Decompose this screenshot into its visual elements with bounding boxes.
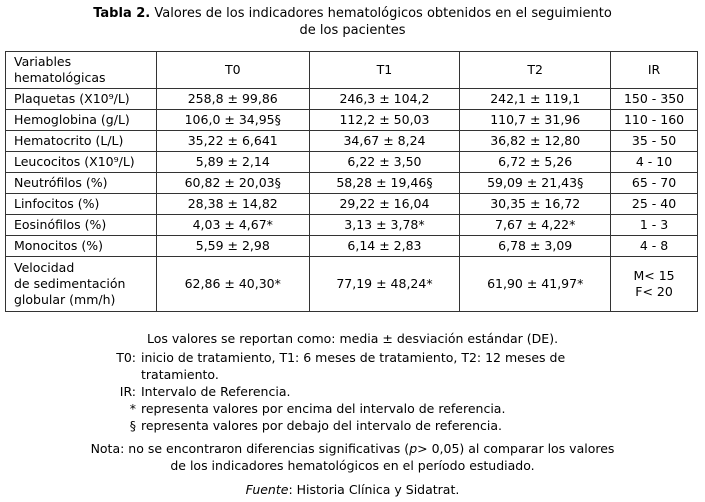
- table-row-vsg: [6, 257, 698, 312]
- vsg-ir: [611, 257, 698, 312]
- row-ir: 1 - 3: [611, 215, 698, 236]
- header-variables-line-1: Variables: [14, 54, 72, 69]
- row-t2: 30,35 ± 16,72: [460, 194, 611, 215]
- significance-note-line-1: [0, 440, 705, 457]
- row-variable: Leucocitos (X10⁹/L): [6, 152, 157, 173]
- note-p: p: [409, 441, 418, 456]
- row-ir: 4 - 8: [611, 236, 698, 257]
- note-prefix: Nota: no se encontraron diferencias significativas (: [90, 441, 410, 456]
- table-row: [6, 194, 698, 215]
- row-t0: 5,59 ± 2,98: [156, 236, 309, 257]
- abbreviation-key: §: [129, 418, 136, 433]
- row-t1: 112,2 ± 50,03: [309, 110, 460, 131]
- row-t1: 34,67 ± 8,24: [309, 131, 460, 152]
- vsg-t0: 62,86 ± 40,30*: [156, 257, 309, 312]
- vsg-name-line-3: globular (mm/h): [14, 292, 116, 307]
- row-t2: 7,67 ± 4,22*: [460, 215, 611, 236]
- table-row: [6, 89, 698, 110]
- caption-line-1: [0, 5, 705, 22]
- report-note: Los valores se reportan como: media ± desviación estándar (DE).: [146, 331, 559, 346]
- row-variable: Hemoglobina (g/L): [6, 110, 157, 131]
- row-t2: 6,78 ± 3,09: [460, 236, 611, 257]
- row-ir: 65 - 70: [611, 173, 698, 194]
- caption-text-2: de los pacientes: [299, 23, 406, 38]
- caption-text-1: Valores de los indicadores hematológicos obtenidos en el seguimiento: [154, 6, 612, 21]
- source-label: Fuente: [245, 482, 289, 497]
- abbreviation-key: T0:: [116, 350, 136, 365]
- row-ir: 110 - 160: [611, 110, 698, 131]
- row-t1: 6,14 ± 2,83: [309, 236, 460, 257]
- row-variable: Hematocrito (L/L): [6, 131, 157, 152]
- header-t0: T0: [156, 52, 309, 89]
- row-t0: 258,8 ± 99,86: [156, 89, 309, 110]
- row-ir: 4 - 10: [611, 152, 698, 173]
- vsg-t1: 77,19 ± 48,24*: [309, 257, 460, 312]
- row-t1: 6,22 ± 3,50: [309, 152, 460, 173]
- abbreviation-text: Intervalo de Referencia.: [141, 384, 291, 399]
- row-t0: 28,38 ± 14,82: [156, 194, 309, 215]
- header-variables: [6, 52, 157, 89]
- table-row: [6, 236, 698, 257]
- caption-label: Tabla 2.: [93, 6, 151, 21]
- source-line: [0, 481, 705, 498]
- abbreviation-text: representa valores por encima del intervalo de referencia.: [141, 401, 506, 416]
- row-t2: 242,1 ± 119,1: [460, 89, 611, 110]
- row-t1: 3,13 ± 3,78*: [309, 215, 460, 236]
- abbreviation-key: IR:: [119, 384, 136, 399]
- row-variable: Monocitos (%): [6, 236, 157, 257]
- table-row: [6, 173, 698, 194]
- abbreviation-item: [106, 349, 581, 383]
- row-t0: 35,22 ± 6,641: [156, 131, 309, 152]
- table-row: [6, 131, 698, 152]
- row-ir: 150 - 350: [611, 89, 698, 110]
- vsg-name-line-2: de sedimentación: [14, 276, 126, 291]
- note-mid: > 0,05) al comparar los valores: [417, 441, 615, 456]
- source-text: : Historia Clínica y Sidatrat.: [288, 482, 460, 497]
- header-t1: T1: [309, 52, 460, 89]
- row-t1: 29,22 ± 16,04: [309, 194, 460, 215]
- row-t1: 246,3 ± 104,2: [309, 89, 460, 110]
- vsg-t2: 61,90 ± 41,97*: [460, 257, 611, 312]
- abbreviation-text: inicio de tratamiento, T1: 6 meses de tratamiento, T2: 12 meses de tratamiento.: [141, 350, 566, 382]
- significance-note: [0, 440, 705, 474]
- table-row: [6, 215, 698, 236]
- vsg-name-line-1: Velocidad: [14, 260, 75, 275]
- table-row: [6, 110, 698, 131]
- abbreviation-item: [106, 383, 581, 400]
- abbreviation-list: [106, 349, 581, 434]
- significance-note-line-2: de los indicadores hematológicos en el período estudiado.: [170, 458, 535, 473]
- row-variable: Eosinófilos (%): [6, 215, 157, 236]
- hematology-table: [5, 51, 698, 312]
- row-variable: Linfocitos (%): [6, 194, 157, 215]
- row-t0: 106,0 ± 34,95§: [156, 110, 309, 131]
- row-t2: 36,82 ± 12,80: [460, 131, 611, 152]
- row-t0: 60,82 ± 20,03§: [156, 173, 309, 194]
- row-variable: Plaquetas (X10⁹/L): [6, 89, 157, 110]
- abbreviation-text: representa valores por debajo del intervalo de referencia.: [141, 418, 502, 433]
- abbreviation-item: [106, 417, 581, 434]
- table-header-row: [6, 52, 698, 89]
- row-t2: 110,7 ± 31,96: [460, 110, 611, 131]
- row-t0: 4,03 ± 4,67*: [156, 215, 309, 236]
- header-ir: IR: [611, 52, 698, 89]
- table-row: [6, 152, 698, 173]
- vsg-ir-female: F< 20: [635, 284, 673, 299]
- row-t2: 6,72 ± 5,26: [460, 152, 611, 173]
- vsg-ir-male: M< 15: [633, 268, 675, 283]
- row-t0: 5,89 ± 2,14: [156, 152, 309, 173]
- row-t2: 59,09 ± 21,43§: [460, 173, 611, 194]
- abbreviation-key: *: [129, 401, 136, 416]
- row-t1: 58,28 ± 19,46§: [309, 173, 460, 194]
- header-t2: T2: [460, 52, 611, 89]
- abbreviation-item: [106, 400, 581, 417]
- row-variable-vsg: [6, 257, 157, 312]
- row-variable: Neutrófilos (%): [6, 173, 157, 194]
- table-caption: [0, 5, 705, 39]
- header-variables-line-2: hematológicas: [14, 70, 106, 85]
- row-ir: 35 - 50: [611, 131, 698, 152]
- row-ir: 25 - 40: [611, 194, 698, 215]
